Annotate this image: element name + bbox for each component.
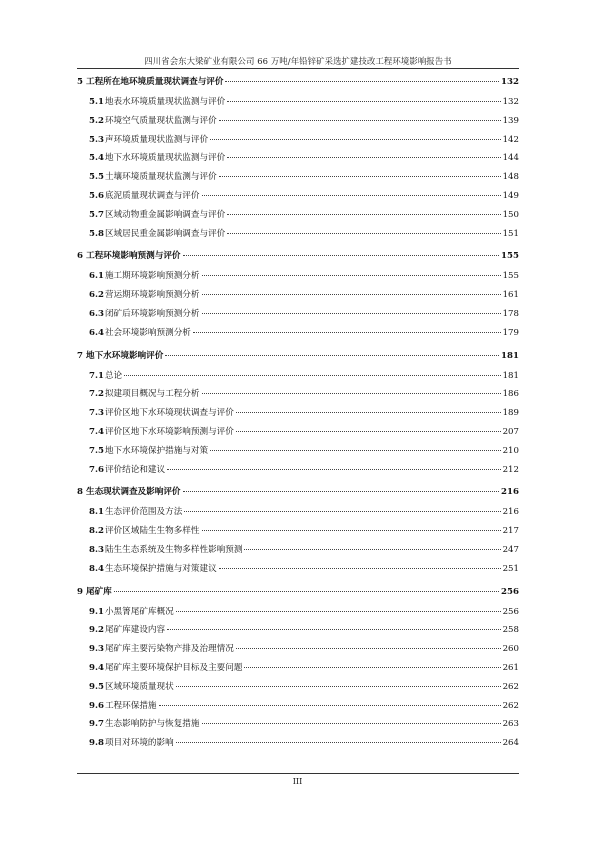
toc-entry-page: 144 [502,153,519,164]
toc-dot-leader [202,294,501,295]
toc-entry-page: 261 [502,662,519,673]
toc-chapter-entry[interactable] [77,482,519,503]
toc-dot-leader [236,412,501,413]
toc-entry-title: 环境空气质量现状监测与评价 [104,115,217,126]
toc-entry-title: 区域环境质量现状 [104,681,174,692]
toc-dot-leader [167,469,500,470]
toc-entry-page: 189 [502,408,519,419]
toc-dot-leader [236,431,501,432]
toc-section-entry[interactable] [77,267,519,286]
toc-entry-title: 社会环境影响预测分析 [104,327,191,338]
toc-entry-page: 155 [502,271,519,282]
toc-entry-page: 217 [502,526,519,537]
toc-section-entry[interactable] [77,131,519,150]
toc-entry-page: 181 [501,350,519,361]
toc-dot-leader [202,723,501,724]
toc-entry-number: 8.3 [89,544,104,555]
toc-section-entry[interactable] [77,168,519,187]
toc-section-entry[interactable] [77,442,519,461]
toc-entry-title: 尾矿库主要环境保护目标及主要问题 [104,662,243,673]
toc-entry-page: 212 [502,464,519,475]
toc-entry-number: 7.6 [89,464,104,475]
toc-dot-leader [114,591,499,592]
toc-chapter-entry[interactable] [77,582,519,603]
toc-entry-title: 项目对环境的影响 [104,738,174,749]
toc-section-entry[interactable] [77,149,519,168]
toc-entry-number: 5.1 [89,97,104,107]
toc-entry-title: 生态影响防护与恢复措施 [104,719,200,730]
toc-dot-leader [184,511,500,512]
toc-dot-leader [193,332,501,333]
toc-entry-number: 5.6 [89,190,104,201]
toc-entry-page: 179 [502,327,519,338]
toc-entry-page: 260 [502,644,519,655]
toc-section-entry[interactable] [77,522,519,541]
toc-entry-page: 210 [502,445,519,456]
toc-dot-leader [202,195,501,196]
toc-section-entry[interactable] [77,385,519,404]
toc-entry-number: 8.1 [89,507,104,518]
toc-entry-number: 8.4 [89,563,104,574]
toc-entry-page: 161 [502,290,519,301]
toc-entry-page: 216 [502,507,519,518]
toc-entry-number: 5.7 [89,209,104,220]
toc-entry-page: 148 [502,172,519,183]
toc-entry-page: 256 [501,586,519,597]
toc-section-entry[interactable] [77,678,519,697]
toc-entry-number: 9.2 [89,625,104,636]
toc-entry-title: 生态评价范围及方法 [104,507,183,518]
toc-entry-number: 5.4 [89,153,104,164]
toc-entry-number: 9.7 [89,719,104,730]
toc-entry-page: 132 [501,77,519,87]
toc-entry-page: 264 [502,738,519,749]
toc-section-entry[interactable] [77,734,519,753]
toc-entry-page: 181 [502,370,519,381]
toc-section-entry[interactable] [77,206,519,225]
toc-entry-title: 底泥质量现状调查与评价 [104,190,200,201]
toc-section-entry[interactable] [77,603,519,622]
toc-section-entry[interactable] [77,659,519,678]
toc-entry-title: 7 地下水环境影响评价 [77,350,164,361]
toc-dot-leader [176,611,501,612]
toc-entry-page: 256 [502,606,519,617]
toc-entry-number: 8.2 [89,526,104,537]
toc-entry-page: 251 [502,563,519,574]
toc-entry-number: 6.1 [89,271,104,282]
toc-dot-leader [202,275,501,276]
toc-entry-title: 区域居民重金属影响调查与评价 [104,228,226,239]
toc-entry-title: 区域动物重金属影响调查与评价 [104,209,226,220]
toc-section-entry[interactable] [77,697,519,716]
toc-entry-page: 216 [501,487,519,498]
toc-entry-page: 149 [502,190,519,201]
toc-section-entry[interactable] [77,640,519,659]
toc-entry-title: 评价区地下水环境现状调查与评价 [104,408,234,419]
toc-entry-number: 5.8 [89,228,104,239]
toc-entry-page: 139 [502,115,519,126]
toc-section-entry[interactable] [77,404,519,423]
toc-dot-leader [176,742,501,743]
toc-entry-page: 132 [502,97,519,107]
toc-entry-page: 186 [502,389,519,400]
toc-dot-leader [210,139,501,140]
toc-entry-title: 陆生生态系统及生物多样性影响预测 [104,544,243,555]
toc-entry-number: 5.5 [89,172,104,183]
toc-entry-number: 6.4 [89,327,104,338]
toc-section-entry[interactable] [77,93,519,112]
toc-entry-number: 9.5 [89,681,104,692]
page-header: 四川省会东大梁矿业有限公司 66 万吨/年铅锌矿采选扩建技改工程环境影响报告书 [144,56,452,66]
toc-dot-leader [227,233,500,234]
toc-section-entry[interactable] [77,715,519,734]
toc-entry-title: 施工期环境影响预测分析 [104,271,200,282]
toc-entry-title: 9 尾矿库 [77,586,112,597]
toc-entry-page: 263 [502,719,519,730]
toc-section-entry[interactable] [77,560,519,579]
toc-entry-number: 9.1 [89,606,104,617]
toc-entry-number: 6.2 [89,290,104,301]
toc-chapter-entry[interactable] [77,72,519,93]
toc-dot-leader [183,255,500,256]
toc-entry-title: 生态环境保护措施与对策建议 [104,563,217,574]
toc-entry-number: 7.3 [89,408,104,419]
toc-entry-page: 178 [502,308,519,319]
toc-entry-title: 总论 [104,370,123,381]
toc-section-entry[interactable] [77,112,519,131]
toc-entry-title: 地表水环境质量现状监测与评价 [104,97,226,107]
toc-entry-page: 142 [502,134,519,145]
toc-section-entry[interactable] [77,305,519,324]
toc-entry-title: 地下水环境保护措施与对策 [104,445,209,456]
toc-entry-number: 5.2 [89,115,104,126]
toc-entry-number: 9.8 [89,738,104,749]
toc-section-entry[interactable] [77,621,519,640]
toc-entry-page: 207 [502,426,519,437]
toc-dot-leader [176,686,501,687]
toc-entry-title: 尾矿库主要污染物产排及治理情况 [104,644,234,655]
footer-divider [77,773,519,774]
toc-section-entry[interactable] [77,225,519,244]
toc-entry-number: 7.4 [89,426,104,437]
toc-dot-leader [159,705,501,706]
toc-entry-page: 262 [502,700,519,711]
toc-dot-leader [227,214,500,215]
toc-dot-leader [165,355,499,356]
page-number: III [292,777,303,786]
toc-section-entry[interactable] [77,503,519,522]
toc-entry-title: 5 工程所在地环境质量现状调查与评价 [77,77,224,87]
toc-dot-leader [236,648,501,649]
toc-entry-number: 9.4 [89,662,104,673]
toc-dot-leader [219,568,501,569]
toc-entry-title: 评价结论和建议 [104,464,166,475]
toc-dot-leader [219,120,501,121]
toc-dot-leader [167,629,500,630]
toc-entry-number: 7.5 [89,445,104,456]
toc-entry-title: 尾矿库建设内容 [104,625,166,636]
toc-entry-title: 工程环保措施 [104,700,157,711]
toc-entry-title: 拟建项目概况与工程分析 [104,389,200,400]
toc-entry-page: 155 [501,251,519,262]
toc-entry-page: 151 [502,228,519,239]
toc-dot-leader [183,491,500,492]
toc-entry-title: 声环境质量现状监测与评价 [104,134,209,145]
toc-dot-leader [227,157,500,158]
toc-entry-page: 262 [502,681,519,692]
toc-entry-title: 营运期环境影响预测分析 [104,290,200,301]
toc-section-entry[interactable] [77,187,519,206]
toc-chapter-entry[interactable] [77,246,519,267]
toc-entry-title: 闭矿后环境影响预测分析 [104,308,200,319]
toc-entry-number: 9.3 [89,644,104,655]
toc-dot-leader [202,530,501,531]
toc-entry-number: 9.6 [89,700,104,711]
header-divider [77,68,519,69]
toc-entry-number: 7.2 [89,389,104,400]
toc-entry-page: 247 [502,544,519,555]
toc-entry-number: 7.1 [89,370,104,381]
toc-dot-leader [244,549,500,550]
toc-entry-title: 土壤环境质量现状监测与评价 [104,172,217,183]
toc-chapter-entry[interactable] [77,346,519,367]
toc-entry-number: 6.3 [89,308,104,319]
toc-entry-title: 8 生态现状调查及影响评价 [77,487,181,498]
toc-dot-leader [219,176,501,177]
toc-section-entry[interactable] [77,461,519,480]
toc-entry-page: 258 [502,625,519,636]
toc-entry-number: 5.3 [89,134,104,145]
toc-dot-leader [202,393,501,394]
table-of-contents [77,72,519,753]
toc-entry-page: 150 [502,209,519,220]
toc-section-entry[interactable] [77,367,519,386]
toc-entry-title: 6 工程环境影响预测与评价 [77,251,181,262]
toc-section-entry[interactable] [77,324,519,343]
toc-section-entry[interactable] [77,423,519,442]
toc-section-entry[interactable] [77,541,519,560]
toc-entry-title: 地下水环境质量现状监测与评价 [104,153,226,164]
toc-entry-title: 评价区域陆生生物多样性 [104,526,200,537]
toc-dot-leader [124,375,500,376]
toc-dot-leader [244,667,500,668]
toc-entry-title: 评价区地下水环境影响预测与评价 [104,426,234,437]
toc-dot-leader [225,81,499,82]
toc-dot-leader [202,313,501,314]
toc-dot-leader [227,101,500,102]
toc-dot-leader [210,450,501,451]
toc-section-entry[interactable] [77,286,519,305]
toc-entry-title: 小黑箐尾矿库概况 [104,606,174,617]
